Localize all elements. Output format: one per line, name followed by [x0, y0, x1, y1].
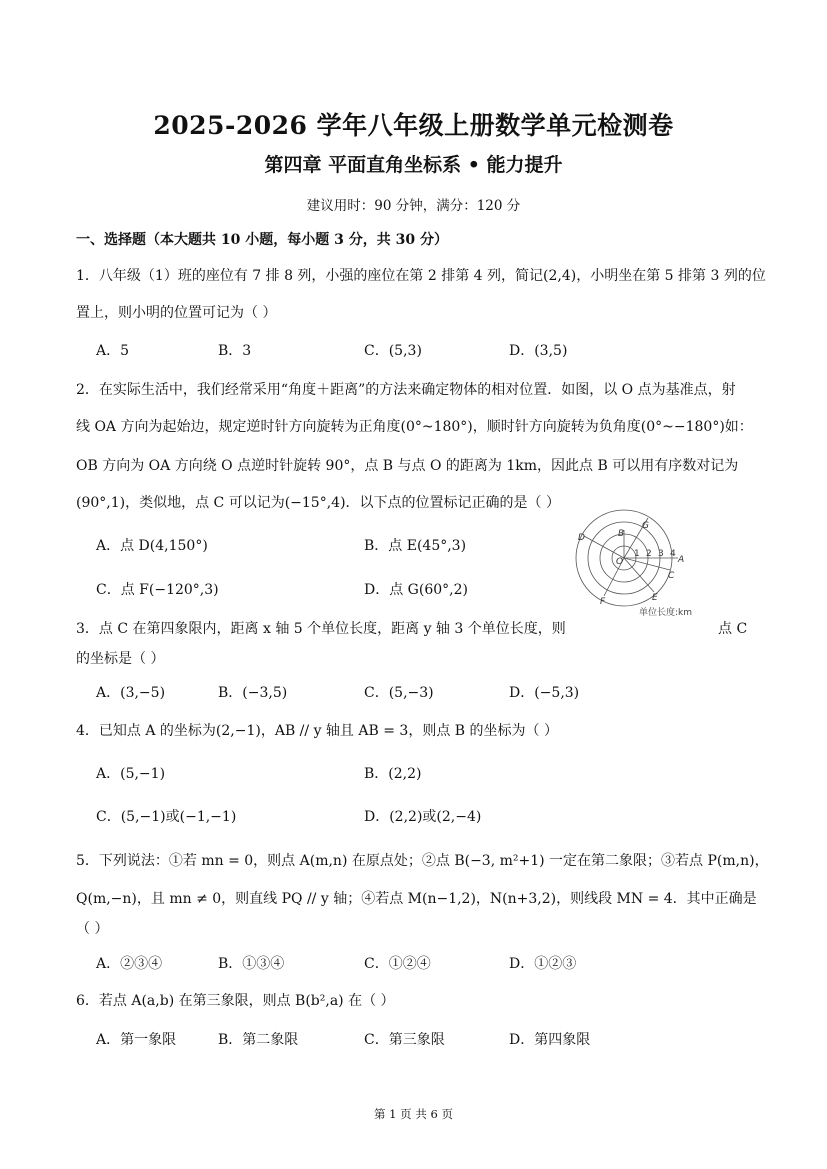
figure-label-e: E [652, 593, 658, 603]
q1-option-c: C．(5,3) [364, 343, 422, 359]
page-subtitle: 第四章 平面直角坐标系 • 能力提升 [264, 154, 563, 176]
q3-line1: 3．点 C 在第四象限内，距离 x 轴 5 个单位长度，距离 y 轴 3 个单位长度，则 [76, 621, 566, 637]
figure-tick-4: 4 [670, 549, 676, 559]
figure-label-o: O [616, 557, 624, 567]
q6-option-a: A．第一象限 [96, 1032, 177, 1048]
q1-option-a: A．5 [96, 343, 130, 359]
figure-label-b: B [618, 529, 625, 539]
figure-tick-3: 3 [658, 549, 664, 559]
time-score-info: 建议用时：90 分钟，满分：120 分 [306, 198, 521, 214]
page-title: 2025-2026 学年八年级上册数学单元检测卷 [153, 111, 674, 140]
q3-line2: 的坐标是（ ） [76, 651, 165, 667]
q3-option-b: B．(−3,5) [218, 685, 288, 701]
q2-line1: 2．在实际生活中，我们经常采用“角度＋距离”的方法来确定物体的相对位置．如图，以 O 点为基准点，射 [76, 382, 736, 398]
q6-option-c: C．第三象限 [364, 1032, 445, 1048]
q5-option-b: B．①③④ [218, 956, 285, 972]
q5-option-d: D．①②③ [509, 956, 577, 972]
figure-label-f: F [600, 597, 606, 607]
q3-option-d: D．(−5,3) [509, 685, 580, 701]
q2-option-d: D．点 G(60°,2) [364, 582, 468, 598]
section-heading: 一、选择题（本大题共 10 小题，每小题 3 分，共 30 分） [76, 232, 448, 248]
q3-line1-tail: 点 C [718, 621, 748, 637]
page-footer: 第 1 页 共 6 页 [374, 1107, 453, 1121]
figure-tick-1: 1 [634, 549, 640, 559]
q2-option-b: B．点 E(45°,3) [364, 538, 467, 554]
q2-line4: (90°,1)，类似地，点 C 可以记为(−15°,4)．以下点的位置标记正确的是（ ） [76, 495, 560, 511]
figure-label-g: G [642, 521, 649, 531]
q3-option-a: A．(3,−5) [96, 685, 166, 701]
q4-option-a: A．(5,−1) [96, 766, 166, 782]
q1-option-d: D．(3,5) [509, 343, 568, 359]
q2-option-a: A．点 D(4,150°) [96, 538, 208, 554]
figure-caption: 单位长度:km [639, 608, 693, 618]
q6-line1: 6．若点 A(a,b) 在第三象限，则点 B(b²,a) 在（ ） [76, 993, 395, 1009]
q1-line2: 置上，则小明的位置可记为（ ） [76, 305, 277, 321]
q1-option-b: B．3 [218, 343, 252, 359]
q2-line2: 线 OA 方向为起始边，规定逆时针方向旋转为正角度(0°~180°)，顺时针方向旋转为负角度(0°~−180°)如： [76, 419, 753, 435]
q5-line3: （ ） [76, 921, 109, 937]
figure-tick-2: 2 [646, 549, 652, 559]
polar-position-figure [574, 500, 694, 622]
q4-line1: 4．已知点 A 的坐标为(2,−1)，AB // y 轴且 AB = 3，则点 B 的坐标为（ ） [76, 723, 558, 739]
q6-option-d: D．第四象限 [509, 1032, 591, 1048]
q5-line2: Q(m,−n)，且 mn ≠ 0，则直线 PQ // y 轴；④若点 M(n−1,2)，N(n+3,2)，则线段 MN = 4．其中正确是 [76, 891, 757, 907]
q3-option-c: C．(5,−3) [364, 685, 434, 701]
q5-line1: 5．下列说法：①若 mn = 0，则点 A(m,n) 在原点处；②点 B(−3, m²+1) 一定在第二象限；③若点 P(m,n)， [76, 853, 769, 869]
figure-label-d: D [578, 533, 585, 543]
q1-line1: 1．八年级（1）班的座位有 7 排 8 列，小强的座位在第 2 排第 4 列，简记(2,4)，小明坐在第 5 排第 3 列的位 [76, 268, 766, 284]
figure-label-c: C [668, 571, 675, 581]
q2-line3: OB 方向为 OA 方向绕 O 点逆时针旋转 90°，点 B 与点 O 的距离为 1km，因此点 B 可以用有序数对记为 [76, 458, 739, 474]
q4-option-b: B．(2,2) [364, 766, 422, 782]
q4-option-d: D．(2,2)或(2,−4) [364, 809, 482, 825]
q2-option-c: C．点 F(−120°,3) [96, 582, 219, 598]
q4-option-c: C．(5,−1)或(−1,−1) [96, 809, 237, 825]
q5-option-a: A．②③④ [96, 956, 163, 972]
q6-option-b: B．第二象限 [218, 1032, 299, 1048]
q5-option-c: C．①②④ [364, 956, 431, 972]
figure-label-a: A [678, 555, 685, 565]
